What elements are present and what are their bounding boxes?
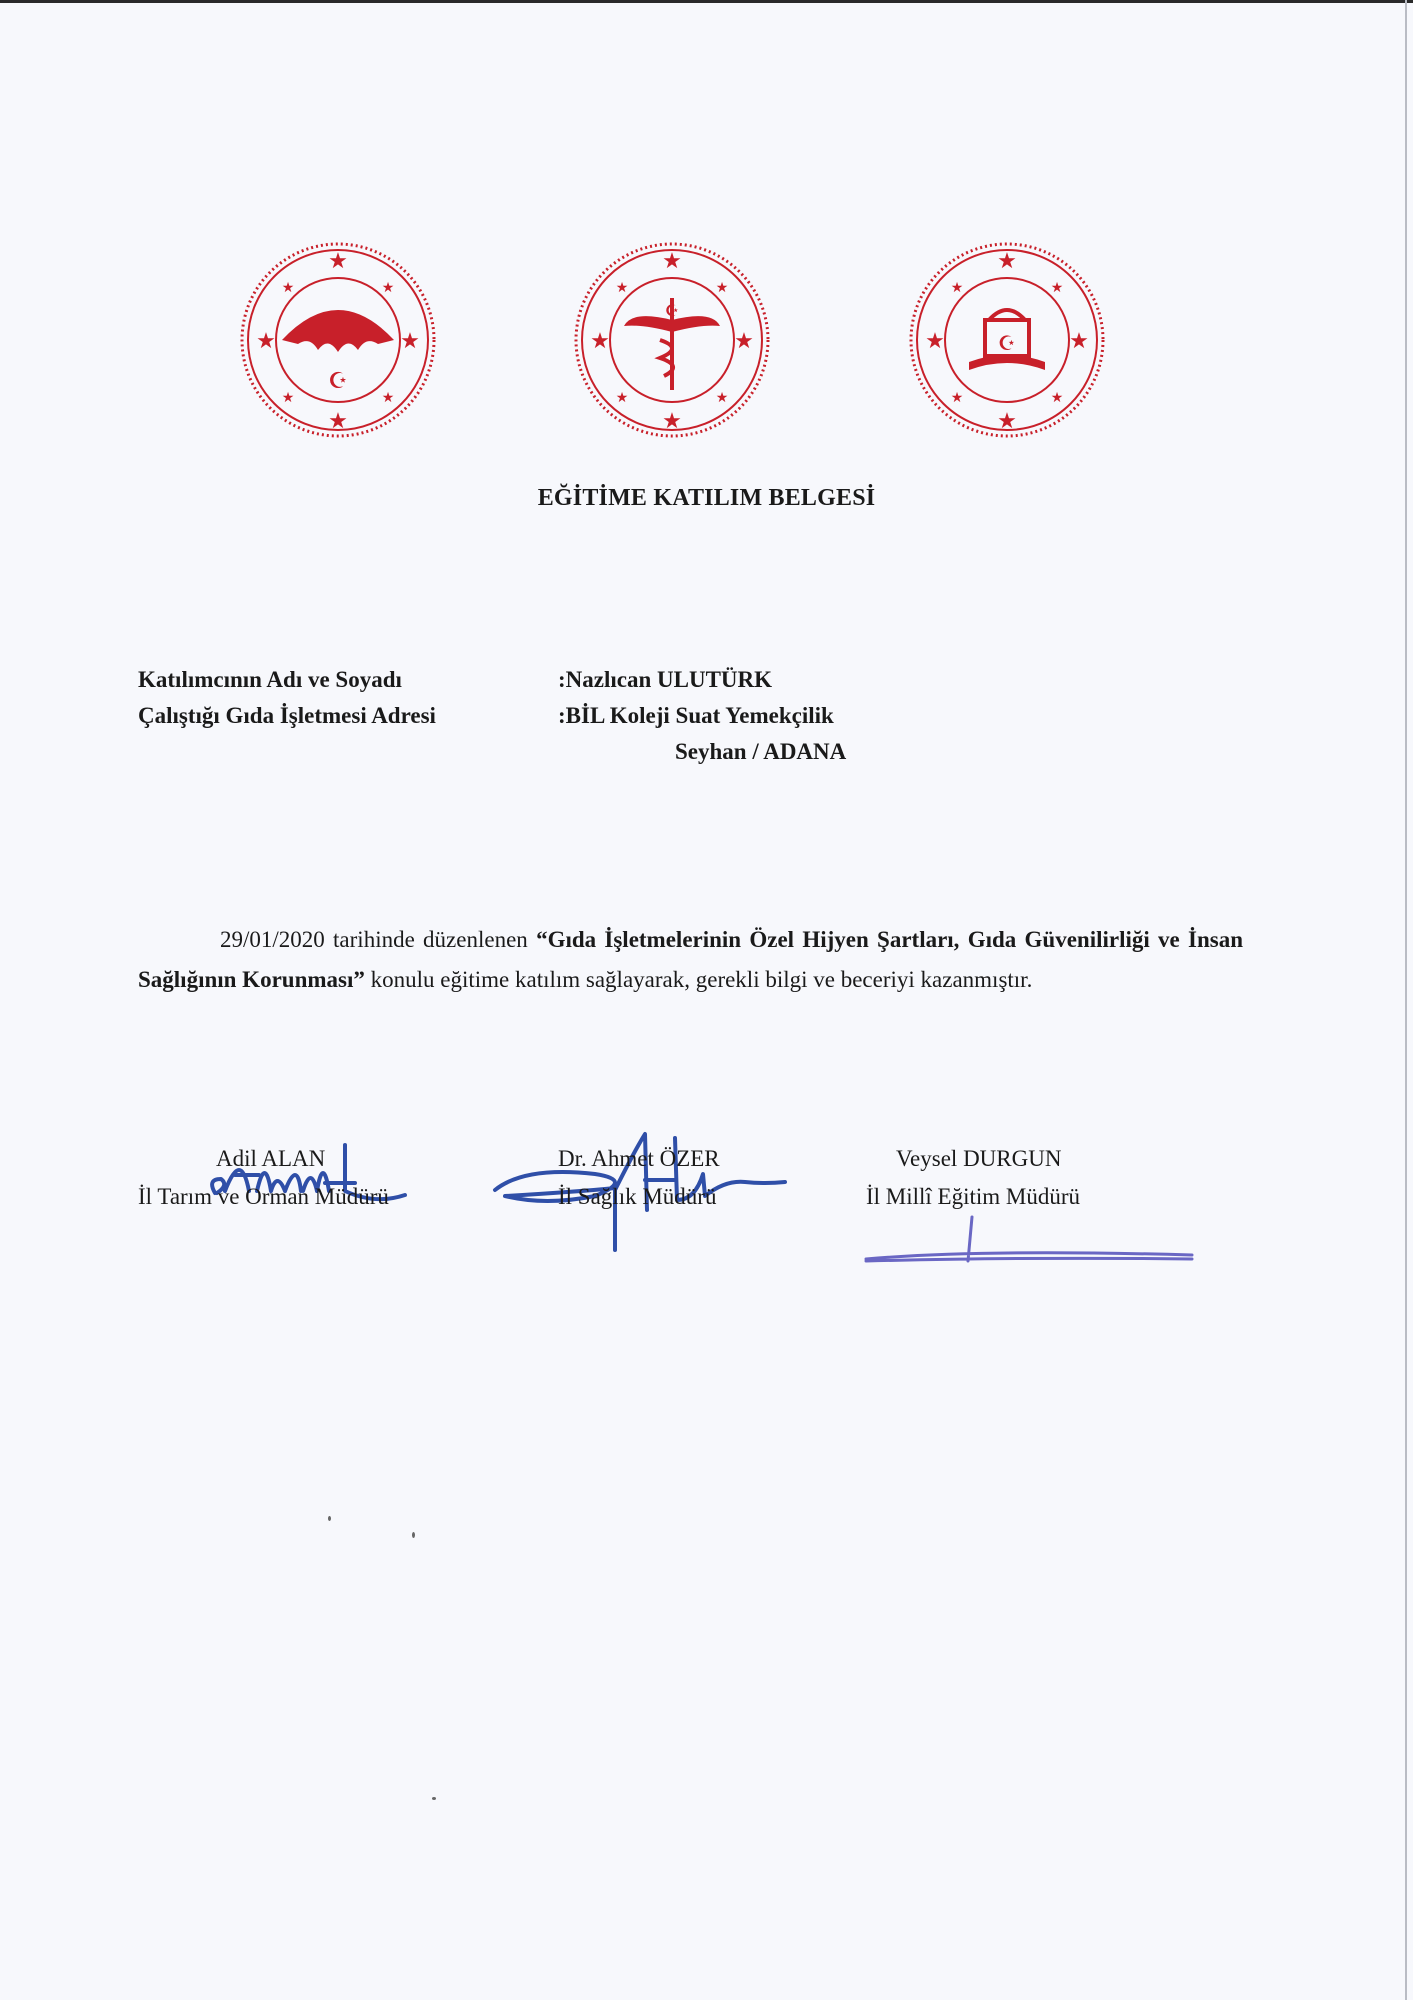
svg-text:★: ★ bbox=[997, 409, 1017, 434]
svg-text:☪: ☪ bbox=[998, 331, 1016, 355]
svg-text:★: ★ bbox=[256, 329, 276, 354]
training-title: “Gıda İşletmelerinin Özel Hijyen Şartları, Gıda Güvenilirliği ve İnsan Sağlığının Korunması” bbox=[138, 927, 1243, 992]
svg-text:★: ★ bbox=[281, 280, 295, 296]
training-date-text: 29/01/2020 tarihinde düzenlenen bbox=[220, 927, 537, 952]
signatory-2-name: Dr. Ahmet ÖZER bbox=[558, 1146, 720, 1171]
scan-speck bbox=[432, 1797, 436, 1800]
signatory-3-role: İl Millî Eğitim Müdürü bbox=[866, 1184, 1081, 1209]
svg-text:★: ★ bbox=[590, 329, 610, 354]
svg-text:★: ★ bbox=[950, 390, 964, 406]
svg-text:☪: ☪ bbox=[664, 301, 680, 320]
closing-text: konulu eğitime katılım sağlayarak, gerekli bilgi ve beceriyi kazanmıştır. bbox=[364, 967, 1033, 992]
svg-text:★: ★ bbox=[328, 409, 348, 434]
signatory-3-name: Veysel DURGUN bbox=[896, 1146, 1062, 1171]
scan-speck bbox=[412, 1532, 415, 1538]
participant-name-label: Katılımcının Adı ve Soyadı bbox=[138, 667, 402, 692]
certificate-title: EĞİTİME KATILIM BELGESİ bbox=[537, 485, 876, 511]
svg-text:★: ★ bbox=[715, 390, 729, 406]
svg-text:★: ★ bbox=[734, 329, 754, 354]
signatory-1-name: Adil ALAN bbox=[216, 1146, 326, 1171]
svg-text:★: ★ bbox=[381, 390, 395, 406]
svg-text:★: ★ bbox=[715, 280, 729, 296]
scan-speck bbox=[328, 1516, 331, 1521]
signatory-2 bbox=[558, 1140, 720, 1216]
svg-text:★: ★ bbox=[281, 390, 295, 406]
svg-text:★: ★ bbox=[1050, 390, 1064, 406]
svg-text:★: ★ bbox=[381, 280, 395, 296]
business-address-city: Seyhan / ADANA bbox=[675, 739, 847, 764]
signatory-3 bbox=[866, 1140, 1080, 1216]
top-scan-edge bbox=[0, 0, 1413, 3]
svg-text:★: ★ bbox=[925, 329, 945, 354]
business-address-label: Çalıştığı Gıda İşletmesi Adresi bbox=[138, 703, 436, 728]
svg-text:★: ★ bbox=[615, 280, 629, 296]
signatory-1 bbox=[138, 1140, 389, 1216]
svg-text:★: ★ bbox=[328, 249, 348, 274]
svg-text:★: ★ bbox=[615, 390, 629, 406]
svg-text:★: ★ bbox=[662, 409, 682, 434]
svg-text:★: ★ bbox=[400, 329, 420, 354]
health-ministry-seal-icon bbox=[572, 240, 772, 440]
svg-text:★: ★ bbox=[662, 249, 682, 274]
signatory-2-role: İl Sağlık Müdürü bbox=[558, 1184, 717, 1209]
participant-name-value: :Nazlıcan ULUTÜRK bbox=[558, 667, 773, 692]
agriculture-ministry-seal-icon bbox=[238, 240, 438, 440]
right-scan-edge bbox=[1405, 0, 1407, 2000]
svg-text:★: ★ bbox=[1050, 280, 1064, 296]
svg-text:★: ★ bbox=[950, 280, 964, 296]
education-ministry-seal-icon bbox=[907, 240, 1107, 440]
svg-text:★: ★ bbox=[1069, 329, 1089, 354]
certificate-statement bbox=[138, 920, 1243, 1000]
svg-text:☪: ☪ bbox=[328, 369, 348, 394]
signatory-1-role: İl Tarım ve Orman Müdürü bbox=[138, 1184, 389, 1209]
svg-text:★: ★ bbox=[997, 249, 1017, 274]
certificate-body bbox=[138, 920, 1243, 1000]
business-address-value: :BİL Koleji Suat Yemekçilik bbox=[558, 703, 834, 728]
signature-veysel-durgun bbox=[860, 1215, 1200, 1275]
